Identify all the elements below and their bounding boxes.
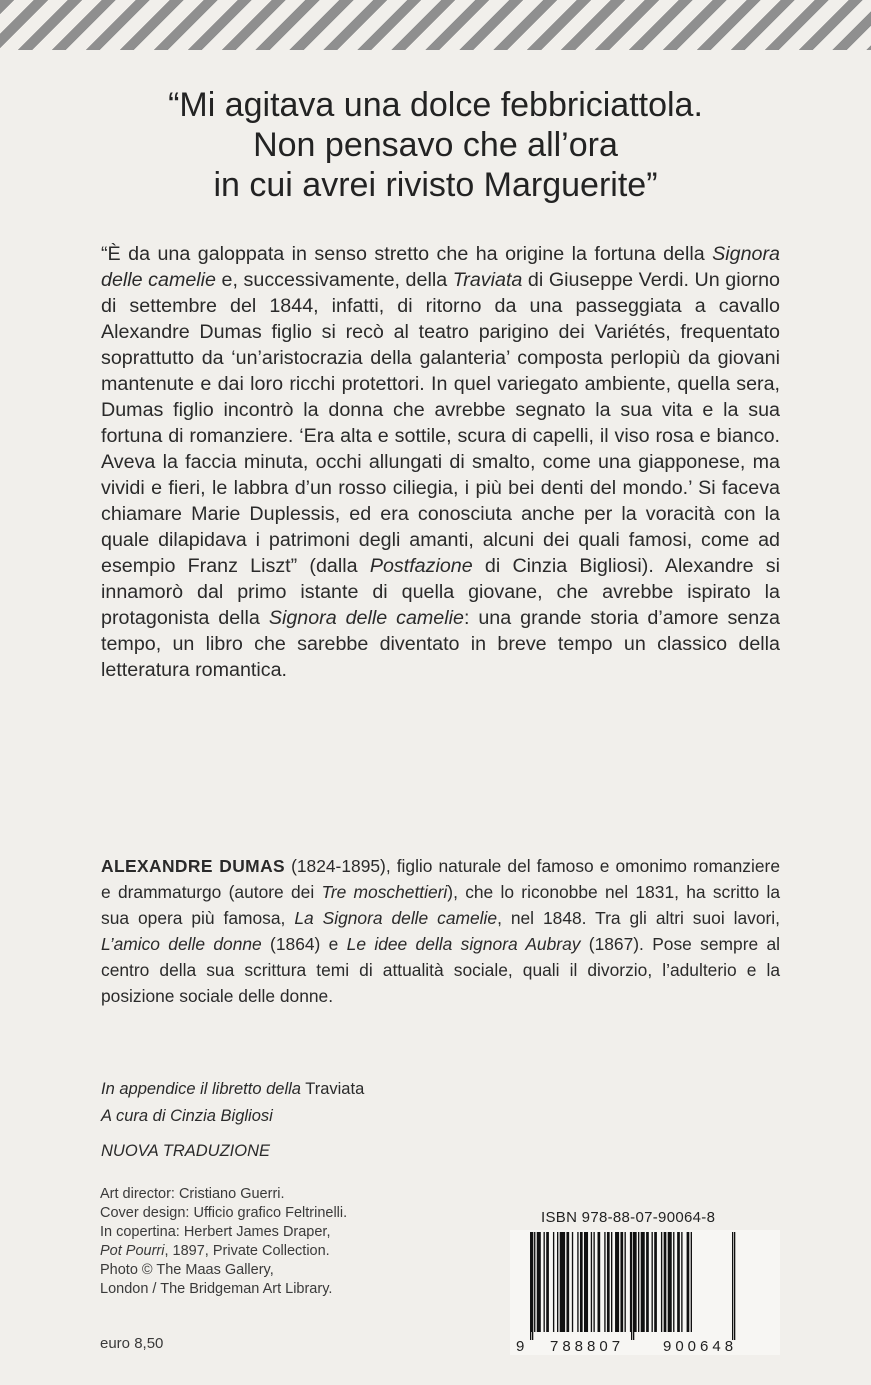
editor-text: A cura di Cinzia Bigliosi [101,1107,273,1125]
text-run: (1864) e [261,934,347,954]
barcode-bar [598,1232,601,1332]
barcode-guard-bar [633,1232,634,1340]
italic-title: Traviata [452,269,523,291]
barcode-bar [673,1232,674,1332]
barcode-bar [557,1232,558,1332]
barcode-bar [620,1232,623,1332]
barcode-guard-bar [631,1232,632,1340]
barcode-bar [664,1232,667,1332]
barcode-bar [681,1232,682,1332]
barcode-bar [607,1232,610,1332]
barcode-bar [611,1232,612,1332]
price-label: euro 8,50 [100,1335,164,1352]
barcode-bar [537,1232,541,1332]
new-translation-label: NUOVA TRADUZIONE [101,1142,270,1160]
text-run: , nel 1848. Tra gli altri suoi lavori, [497,908,781,928]
italic-title: Signora delle camelie [101,243,780,291]
appendix-note [101,1076,601,1103]
editor-note [101,1103,601,1130]
quote-line: in cui avrei rivisto Marguerite” [213,166,658,204]
cover-quote [95,85,776,205]
barcode-digit-first: 9 [516,1338,525,1355]
artwork-title: Pot Pourri [100,1243,165,1259]
barcode-digits-right: 900648 [663,1338,738,1355]
barcode-bar [577,1232,578,1332]
barcode-bar [687,1232,690,1332]
barcode-bar [638,1232,639,1332]
barcode-bar [634,1232,637,1332]
barcode-bar [584,1232,588,1332]
barcode-bar [615,1232,619,1332]
barcode-background [510,1230,780,1355]
appendix-italic: In appendice il libretto della [101,1080,301,1098]
barcode-bar [553,1232,554,1332]
barcode-bar [668,1232,672,1332]
barcode-bar [560,1232,565,1332]
barcode-bar [591,1232,592,1332]
appendix-title: Traviata [300,1080,365,1098]
barcode-bar [641,1232,645,1332]
barcode-bar [652,1232,653,1332]
quote-line: Non pensavo che all’ora [253,126,618,164]
author-name: ALEXANDRE DUMAS [101,856,286,876]
italic-title: Tre moschettieri [321,882,448,902]
italic-title: Signora delle camelie [268,607,464,629]
credit-line: Photo © The Maas Gallery, [100,1262,274,1278]
barcode-bar [546,1232,549,1332]
barcode-guard-bar [732,1232,733,1340]
text-run: (1824-1895), figlio naturale del famoso e omonimo romanziere e drammaturgo (autore dei [101,856,781,902]
text-run: ), che lo riconobbe nel 1831, ha scritto la sua opera più famosa, [101,882,781,928]
barcode-bar [677,1232,680,1332]
italic-title: Le idee della signora Aubray [346,934,581,954]
author-bio [101,853,780,1009]
text-run: (1867). Pose sempre al centro della sua scrittura temi di attualità sociale, quali il divorzio, l’adulterio e la posizione sociale delle donne. [101,934,781,1006]
barcode-bar [625,1232,626,1332]
text-run: e, successivamente, della [216,269,453,291]
barcode-bar [691,1232,692,1332]
text-run: , 1897, Private Collection. [164,1243,330,1259]
quote-line: “Mi agitava una dolce febbriciattola. [168,86,703,124]
barcode-bar [534,1232,535,1332]
italic-title: L’amico delle donne [101,934,262,954]
credit-line: London / The Bridgeman Art Library. [100,1281,333,1297]
text-run: di Cinzia Bigliosi). Alexandre si innamorò dal primo istante di quella giovane, che avrebbe ispirato la protagonista della [101,555,781,629]
isbn-label: ISBN 978-88-07-90064-8 [541,1209,716,1226]
text-run: di Giuseppe Verdi. Un giorno di settembre del 1844, infatti, di ritorno da una passeggiata a cavallo Alexandre Dumas figlio si recò al teatro parigino dei Variétés, frequentato soprattutto da ‘un’aristocrazia della galanteria’ composta perlopiù da giovani mantenute e dai loro ricchi protettori. In quel variegato ambiente, quella sera, Dumas figlio incontrò la donna che avrebbe segnato la sua vita e la sua fortuna di romanziere. ‘Era alta e sottile, scura di capelli, il viso rosa e bianco. Aveva la faccia minuta, occhi allungati di smalto, come una giapponese, ma vividi e fieri, le labbra d’un rosso ciliegia, i più bei denti del mondo.’ Si faceva chiamare Marie Duplessis, ed era conosciuta anche per la voracità con la quale dilapidava i patrimoni degli amanti, alcuni dei quali famosi, come ad esempio Franz Liszt” (dalla [101,269,780,577]
barcode-digits-left: 788807 [550,1338,625,1355]
barcode-bar [604,1232,605,1332]
barcode-bar [572,1232,573,1332]
barcode-bar [544,1232,545,1332]
edition-notes [101,1076,601,1165]
barcode [510,1230,780,1355]
barcode-guard-bar [532,1232,533,1340]
barcode-guard-bar [530,1232,531,1340]
striped-header-band [0,0,871,50]
barcode-bar [661,1232,662,1332]
italic-title: La Signora delle camelie [294,908,498,928]
text-run: “È da una galoppata in senso stretto che ha origine la fortuna della [101,243,713,265]
credit-line [100,1242,480,1261]
barcode-bar [580,1232,583,1332]
description-paragraph [101,241,780,683]
credit-line: In copertina: Herbert James Draper, [100,1224,331,1240]
barcode-guard-bar [734,1232,735,1340]
barcode-bar [566,1232,569,1332]
credit-line: Art director: Cristiano Guerri. [100,1186,285,1202]
italic-title: Postfazione [369,555,473,577]
barcode-bar [593,1232,594,1332]
barcode-bar [646,1232,649,1332]
credit-line: Cover design: Ufficio grafico Feltrinelli. [100,1205,348,1221]
text-run: : una grande storia d’amore senza tempo, un libro che sarebbe diventato in breve tempo un classico della letteratura romantica. [101,607,780,681]
credits-block [100,1185,480,1299]
barcode-bar [654,1232,657,1332]
